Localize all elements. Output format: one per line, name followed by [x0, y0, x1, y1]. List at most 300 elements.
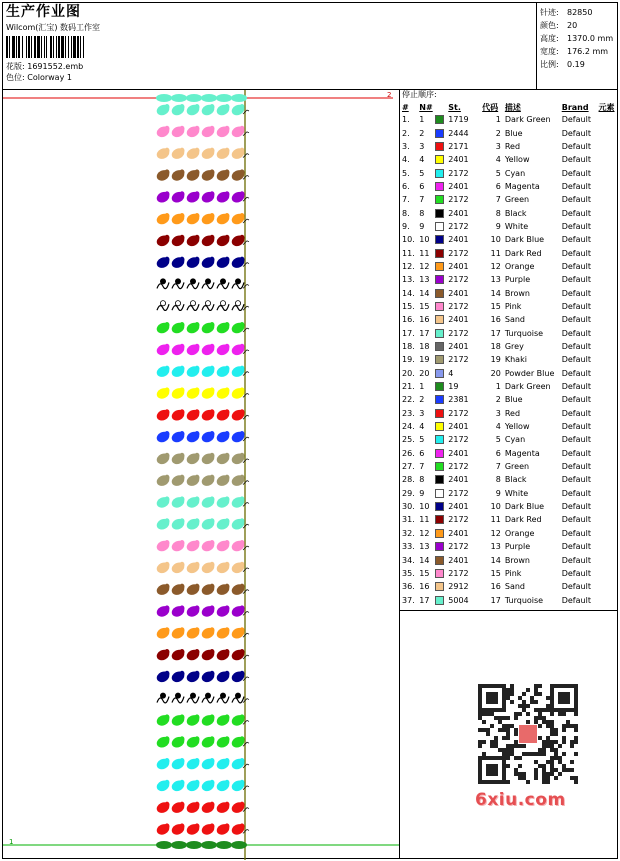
row-swatch	[435, 193, 448, 206]
border-scallop	[231, 841, 247, 849]
motif-bud	[225, 758, 230, 764]
motif-dot	[175, 693, 180, 698]
qr-module	[570, 768, 574, 772]
border-scallop	[201, 94, 217, 102]
stat-width	[540, 45, 616, 58]
qr-module	[542, 740, 546, 744]
row-index: 28.	[402, 475, 415, 485]
row-needle: 5	[419, 168, 425, 178]
qr-module	[486, 728, 490, 732]
qr-module	[542, 748, 546, 752]
qr-module	[518, 772, 522, 776]
qr-module	[494, 736, 498, 740]
barcode	[6, 36, 156, 58]
motif-bud	[210, 453, 215, 459]
qr-module	[570, 724, 574, 728]
qr-module	[506, 728, 510, 732]
motif-bud	[195, 148, 200, 154]
qr-module	[542, 716, 546, 720]
motif-dot	[235, 301, 240, 306]
row-needle: 1	[419, 382, 425, 392]
qr-module	[506, 748, 510, 752]
qr-module	[538, 764, 542, 768]
row-stitches: 19	[448, 382, 459, 392]
color-row	[400, 593, 617, 606]
row-element	[599, 487, 617, 500]
motif-bud	[180, 257, 185, 263]
row-swatch	[435, 273, 448, 286]
motif-bud	[210, 475, 215, 481]
qr-module	[514, 744, 518, 748]
motif-bud	[165, 714, 170, 720]
qr-module	[522, 776, 526, 780]
motif-bud	[240, 409, 245, 415]
row-code: 2	[495, 128, 501, 138]
row-brand: Default	[561, 248, 591, 258]
color-swatch	[435, 209, 444, 218]
qr-module	[558, 772, 562, 776]
row-brand: Default	[561, 435, 591, 445]
row-brand: Default	[561, 595, 591, 605]
motif-bud	[195, 475, 200, 481]
color-row	[400, 140, 617, 153]
row-index: 32.	[402, 528, 415, 538]
qr-module	[534, 708, 538, 712]
qr-module	[562, 764, 566, 768]
qr-module	[494, 740, 498, 744]
color-row	[400, 460, 617, 473]
stat-value: 176.2 mm	[567, 47, 609, 56]
header	[6, 4, 536, 83]
qr-module	[482, 740, 486, 744]
motif-bud	[165, 780, 170, 786]
row-brand: Default	[561, 288, 591, 298]
motif-bud	[165, 126, 170, 132]
border-scallop	[171, 841, 187, 849]
qr-module	[510, 724, 514, 728]
row-code: 9	[495, 488, 501, 498]
motif-bud	[240, 496, 245, 502]
color-swatch	[435, 582, 444, 591]
qr-module	[574, 752, 578, 756]
row-element	[599, 580, 617, 593]
row-brand: Default	[561, 422, 591, 432]
motif-bud	[225, 387, 230, 393]
row-swatch	[435, 513, 448, 526]
row-element	[599, 553, 617, 566]
row-stitches: 4	[448, 368, 454, 378]
row-element	[599, 380, 617, 393]
color-swatch	[435, 409, 444, 418]
qr-module	[554, 768, 558, 772]
motif-bud	[210, 714, 215, 720]
row-needle: 6	[419, 181, 425, 191]
qr-module	[546, 724, 550, 728]
end-marker: 2	[387, 91, 392, 99]
qr-module	[546, 736, 550, 740]
row-element	[599, 473, 617, 486]
row-brand: Default	[561, 395, 591, 405]
row-description: Dark Blue	[504, 235, 545, 245]
row-element	[599, 206, 617, 219]
qr-module	[510, 700, 514, 704]
qr-module	[550, 744, 554, 748]
motif-bud	[240, 475, 245, 481]
qr-module	[534, 716, 538, 720]
motif-bud	[195, 387, 200, 393]
row-description: Turquoise	[504, 595, 544, 605]
row-swatch	[435, 407, 448, 420]
row-code: 8	[495, 475, 501, 485]
motif-bud	[165, 496, 170, 502]
row-brand: Default	[561, 342, 591, 352]
page-title: 生产作业图	[6, 4, 81, 20]
motif-bud	[240, 387, 245, 393]
border-scallop	[216, 841, 232, 849]
motif-bud	[165, 758, 170, 764]
motif-dot	[220, 301, 225, 306]
row-brand: Default	[561, 328, 591, 338]
row-description: Magenta	[504, 181, 540, 191]
row-element	[599, 393, 617, 406]
qr-module	[514, 716, 518, 720]
motif-bud	[240, 736, 245, 742]
row-swatch	[435, 180, 448, 193]
row-code: 5	[495, 168, 501, 178]
color-swatch	[435, 529, 444, 538]
motif-bud	[165, 736, 170, 742]
row-needle: 4	[419, 155, 425, 165]
color-swatch	[435, 449, 444, 458]
motif-bud	[225, 475, 230, 481]
row-description: Orange	[504, 261, 535, 271]
row-stitches: 2401	[448, 261, 469, 271]
motif-bud	[240, 148, 245, 154]
color-row	[400, 300, 617, 313]
motif-bud	[240, 627, 245, 633]
motif-bud	[195, 235, 200, 241]
row-code: 7	[495, 195, 501, 205]
row-swatch	[435, 286, 448, 299]
row-needle: 13	[419, 542, 430, 552]
qr-module	[506, 688, 510, 692]
row-code: 17	[490, 595, 501, 605]
motif-dot	[160, 279, 165, 284]
qr-module	[542, 764, 546, 768]
qr-module	[562, 768, 566, 772]
design-label: 花版:	[6, 62, 25, 71]
qr-module	[542, 720, 546, 724]
row-brand: Default	[561, 515, 591, 525]
row-description: Dark Red	[504, 248, 542, 258]
stat-scale	[540, 58, 616, 71]
row-code: 4	[495, 155, 501, 165]
motif-bud	[210, 671, 215, 677]
motif-bud	[165, 453, 170, 459]
row-index: 19.	[402, 355, 415, 365]
row-swatch	[435, 327, 448, 340]
border-scallop	[201, 841, 217, 849]
row-needle: 2	[419, 395, 425, 405]
motif-bud	[225, 409, 230, 415]
qr-module	[534, 692, 538, 696]
row-code: 8	[495, 208, 501, 218]
row-element	[599, 527, 617, 540]
row-element	[599, 113, 617, 126]
row-code: 20	[490, 368, 501, 378]
qr-module	[506, 744, 510, 748]
motif-bud	[165, 148, 170, 154]
row-swatch	[435, 300, 448, 313]
motif-bud	[240, 714, 245, 720]
row-stitches: 2172	[448, 462, 469, 472]
qr-module	[510, 688, 514, 692]
row-code: 5	[495, 435, 501, 445]
motif-bud	[225, 148, 230, 154]
row-brand: Default	[561, 368, 591, 378]
qr-module	[514, 712, 518, 716]
qr-module	[546, 744, 550, 748]
row-stitches: 2401	[448, 502, 469, 512]
row-description: Green	[504, 462, 530, 472]
stat-value: 0.19	[567, 60, 585, 69]
qr-module	[522, 692, 526, 696]
row-brand: Default	[561, 315, 591, 325]
qr-module	[522, 744, 526, 748]
color-swatch	[435, 556, 444, 565]
motif-bud	[240, 366, 245, 372]
qr-module	[538, 712, 542, 716]
motif-bud	[195, 191, 200, 197]
row-description: Pink	[504, 568, 522, 578]
motif-bud	[225, 235, 230, 241]
motif-bud	[180, 431, 185, 437]
motif-bud	[210, 126, 215, 132]
row-index: 18.	[402, 342, 415, 352]
row-element	[599, 327, 617, 340]
qr-finder	[486, 692, 498, 704]
motif-bud	[210, 823, 215, 829]
motif-bud	[195, 104, 200, 110]
row-needle: 15	[419, 568, 430, 578]
row-brand: Default	[561, 555, 591, 565]
motif-bud	[240, 518, 245, 524]
color-swatch	[435, 115, 444, 124]
row-stitches: 2172	[448, 568, 469, 578]
color-table-header	[400, 101, 617, 113]
color-swatch	[435, 395, 444, 404]
qr-module	[562, 724, 566, 728]
motif-bud	[195, 169, 200, 175]
embroidery-preview	[3, 90, 399, 860]
qr-module	[478, 744, 482, 748]
row-index: 25.	[402, 435, 415, 445]
color-table	[400, 101, 617, 607]
row-needle: 10	[419, 502, 430, 512]
row-needle: 7	[419, 195, 425, 205]
color-swatch	[435, 142, 444, 151]
row-brand: Default	[561, 355, 591, 365]
row-index: 22.	[402, 395, 415, 405]
row-description: Sand	[504, 582, 525, 592]
row-element	[599, 180, 617, 193]
color-swatch	[435, 235, 444, 244]
qr-module	[486, 712, 490, 716]
color-sequence-heading: 停止顺序:	[402, 90, 437, 99]
row-code: 1	[495, 382, 501, 392]
row-stitches: 2172	[448, 275, 469, 285]
row-stitches: 2172	[448, 328, 469, 338]
motif-stem	[243, 306, 249, 310]
row-code: 9	[495, 221, 501, 231]
row-description: Black	[504, 208, 527, 218]
qr-module	[558, 756, 562, 760]
motif-bud	[195, 409, 200, 415]
row-needle: 1	[419, 115, 425, 125]
row-description: Purple	[504, 275, 531, 285]
motif-bud	[210, 627, 215, 633]
row-stitches: 2172	[448, 195, 469, 205]
qr-module	[530, 696, 534, 700]
qr-module	[498, 720, 502, 724]
qr-module	[554, 752, 558, 756]
motif-dot	[190, 693, 195, 698]
color-swatch	[435, 262, 444, 271]
row-element	[599, 593, 617, 606]
motif-bud	[195, 344, 200, 350]
row-stitches: 2401	[448, 235, 469, 245]
motif-bud	[180, 322, 185, 328]
row-stitches: 2171	[448, 141, 469, 151]
qr-module	[542, 708, 546, 712]
motif-bud	[195, 714, 200, 720]
motif-bud	[210, 736, 215, 742]
motif-dot	[160, 301, 165, 306]
row-description: Orange	[504, 528, 535, 538]
color-swatch	[435, 382, 444, 391]
border-scallop	[156, 841, 172, 849]
motif-bud	[225, 780, 230, 786]
qr-module	[506, 696, 510, 700]
row-code: 14	[490, 555, 501, 565]
border-scallop	[186, 841, 202, 849]
motif-bud	[240, 562, 245, 568]
color-row	[400, 113, 617, 126]
color-row	[400, 286, 617, 299]
motif-bud	[240, 431, 245, 437]
row-swatch	[435, 567, 448, 580]
qr-module	[542, 776, 546, 780]
row-stitches: 2172	[448, 221, 469, 231]
qr-module	[514, 756, 518, 760]
row-index: 26.	[402, 448, 415, 458]
qr-module	[510, 692, 514, 696]
row-code: 10	[490, 235, 501, 245]
stat-height	[540, 32, 616, 45]
motif-bud	[240, 257, 245, 263]
row-index: 20.	[402, 368, 415, 378]
colorway-line	[6, 72, 536, 83]
motif-bud	[195, 671, 200, 677]
row-stitches: 2401	[448, 448, 469, 458]
motif-bud	[210, 148, 215, 154]
motif-bud	[225, 627, 230, 633]
color-row	[400, 367, 617, 380]
qr-module	[514, 740, 518, 744]
motif-stem	[243, 284, 249, 288]
qr-module	[518, 764, 522, 768]
row-element	[599, 367, 617, 380]
motif-bud	[240, 605, 245, 611]
motif-bud	[165, 235, 170, 241]
row-brand: Default	[561, 195, 591, 205]
color-swatch	[435, 435, 444, 444]
stats-divider	[536, 3, 537, 89]
row-swatch	[435, 433, 448, 446]
color-row	[400, 567, 617, 580]
row-description: Grey	[504, 342, 524, 352]
motif-bud	[240, 649, 245, 655]
qr-module	[570, 740, 574, 744]
qr-module	[502, 724, 506, 728]
qr-module	[522, 704, 526, 708]
stat-label: 宽度:	[540, 47, 559, 56]
design-file-line	[6, 61, 536, 72]
row-stitches: 2401	[448, 181, 469, 191]
motif-bud	[240, 169, 245, 175]
motif-bud	[210, 758, 215, 764]
qr-module	[554, 740, 558, 744]
row-description: Dark Blue	[504, 502, 545, 512]
motif-bud	[225, 562, 230, 568]
color-row	[400, 180, 617, 193]
motif-bud	[240, 191, 245, 197]
row-description: Brown	[504, 288, 530, 298]
row-swatch	[435, 140, 448, 153]
row-index: 9.	[402, 221, 410, 231]
color-row	[400, 500, 617, 513]
row-element	[599, 353, 617, 366]
motif-bud	[240, 802, 245, 808]
qr-module	[534, 752, 538, 756]
row-code: 17	[490, 328, 501, 338]
motif-bud	[180, 605, 185, 611]
qr-module	[490, 724, 494, 728]
motif-bud	[195, 562, 200, 568]
stat-value: 82850	[567, 8, 593, 17]
qr-module	[502, 728, 506, 732]
qr-module	[570, 760, 574, 764]
motif-bud	[180, 366, 185, 372]
row-needle: 2	[419, 128, 425, 138]
motif-bud	[180, 823, 185, 829]
row-index: 1.	[402, 115, 410, 125]
qr-module	[546, 704, 550, 708]
motif-bud	[240, 758, 245, 764]
motif-bud	[210, 802, 215, 808]
row-needle: 10	[419, 235, 430, 245]
qr-module	[574, 728, 578, 732]
color-row	[400, 153, 617, 166]
row-swatch	[435, 540, 448, 553]
motif-bud	[210, 366, 215, 372]
qr-module	[530, 752, 534, 756]
motif-bud	[210, 605, 215, 611]
motif-bud	[180, 758, 185, 764]
row-brand: Default	[561, 448, 591, 458]
color-swatch	[435, 169, 444, 178]
row-swatch	[435, 340, 448, 353]
